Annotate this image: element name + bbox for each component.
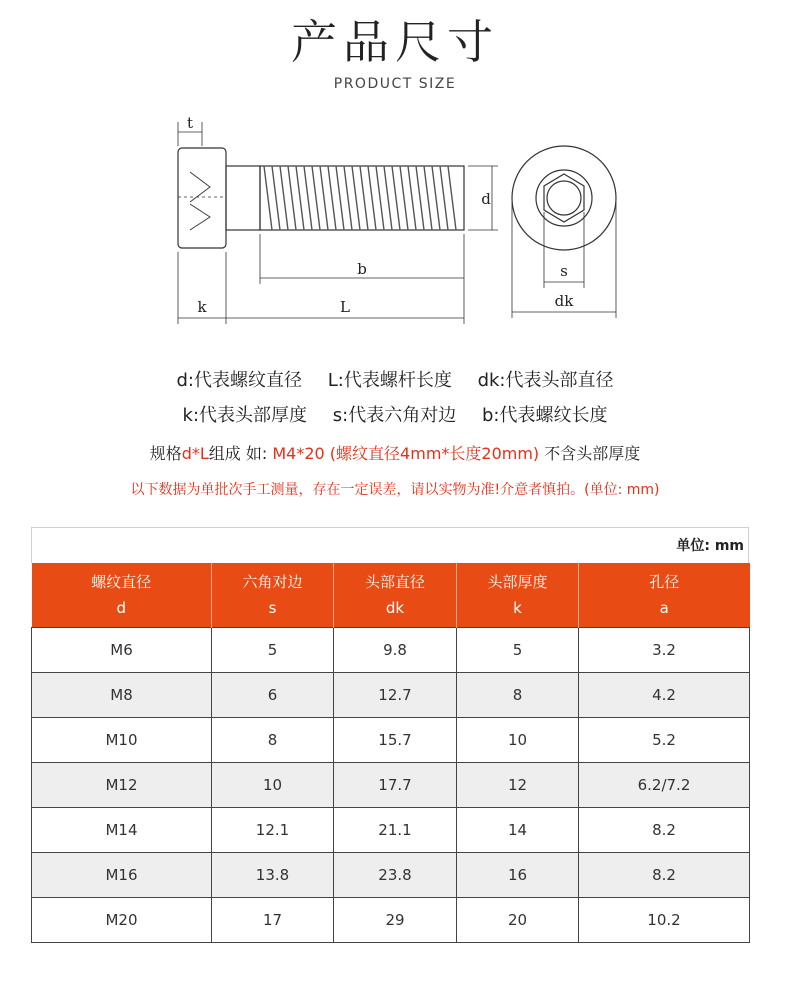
table-cell: 5	[212, 628, 334, 673]
page-subtitle: PRODUCT SIZE	[333, 76, 457, 92]
size-table	[31, 527, 749, 943]
table-cell: M10	[32, 718, 212, 763]
table-cell: 17	[212, 898, 334, 943]
spec-format: d*L	[181, 444, 209, 463]
screw-diagram	[150, 112, 630, 332]
header-thread-diameter: 螺纹直径 d	[32, 563, 212, 628]
table-cell: 12	[457, 763, 579, 808]
legend-k: k:代表头部厚度	[182, 405, 308, 426]
table-cell: 17.7	[334, 763, 457, 808]
table-cell: 10	[212, 763, 334, 808]
spec-suffix: 不含头部厚度	[539, 444, 641, 463]
table-cell: 14	[457, 808, 579, 853]
table-cell: 16	[457, 853, 579, 898]
label-s: s	[560, 262, 568, 280]
table-cell: 6	[212, 673, 334, 718]
table-cell: 13.8	[212, 853, 334, 898]
table-cell: 10	[457, 718, 579, 763]
table-header-row	[32, 563, 750, 628]
table-cell: 23.8	[334, 853, 457, 898]
label-t: t	[186, 114, 194, 132]
legend-line-1	[0, 366, 790, 392]
legend-d: d:代表螺纹直径	[176, 370, 302, 391]
table-cell: M6	[32, 628, 212, 673]
label-b: b	[357, 260, 367, 278]
table-cell: 15.7	[334, 718, 457, 763]
table-cell: M16	[32, 853, 212, 898]
table-cell: 12.7	[334, 673, 457, 718]
header-hex-width: 六角对边 s	[212, 563, 334, 628]
table-cell: 12.1	[212, 808, 334, 853]
legend-s: s:代表六角对边	[332, 405, 457, 426]
table-row	[32, 673, 750, 718]
header-head-thickness: 头部厚度 k	[457, 563, 579, 628]
table-cell: 29	[334, 898, 457, 943]
legend-b: b:代表螺纹长度	[481, 405, 608, 426]
legend-line-2	[0, 401, 790, 427]
table-cell: M14	[32, 808, 212, 853]
table-row	[32, 808, 750, 853]
spec-example-value: M4*20 (螺纹直径4mm*长度20mm)	[272, 444, 540, 463]
table-cell: 9.8	[334, 628, 457, 673]
spec-mid: 组成 如:	[208, 444, 273, 463]
table-cell: 8.2	[579, 853, 750, 898]
table-cell: 10.2	[579, 898, 750, 943]
table-cell: M12	[32, 763, 212, 808]
table-cell: M20	[32, 898, 212, 943]
table-cell: 21.1	[334, 808, 457, 853]
legend-dk: dk:代表头部直径	[477, 370, 614, 391]
label-k: k	[197, 298, 207, 316]
table-cell: 4.2	[579, 673, 750, 718]
table-cell: 8.2	[579, 808, 750, 853]
measurement-note: 以下数据为单批次手工测量，存在一定误差，请以实物为准!介意者慎拍。(单位: mm)	[130, 482, 660, 498]
table-cell: 20	[457, 898, 579, 943]
table-row	[32, 628, 750, 673]
table-row	[32, 718, 750, 763]
spec-prefix: 规格	[149, 444, 182, 463]
table-cell: M8	[32, 673, 212, 718]
table-cell: 8	[212, 718, 334, 763]
unit-label: 单位: mm	[31, 527, 749, 563]
header-hole-diameter: 孔径 a	[579, 563, 750, 628]
legend-L: L:代表螺杆长度	[327, 370, 452, 391]
table-row	[32, 763, 750, 808]
table-cell: 3.2	[579, 628, 750, 673]
table-cell: 8	[457, 673, 579, 718]
table-cell: 6.2/7.2	[579, 763, 750, 808]
table-cell: 5.2	[579, 718, 750, 763]
table-row	[32, 898, 750, 943]
header-head-diameter: 头部直径 dk	[334, 563, 457, 628]
label-dk: dk	[554, 292, 574, 310]
table-cell: 5	[457, 628, 579, 673]
page-title: 产品尺寸	[291, 15, 499, 69]
label-d: d	[481, 190, 491, 208]
spec-example	[0, 441, 790, 464]
table-row	[32, 853, 750, 898]
label-L: L	[340, 298, 350, 316]
